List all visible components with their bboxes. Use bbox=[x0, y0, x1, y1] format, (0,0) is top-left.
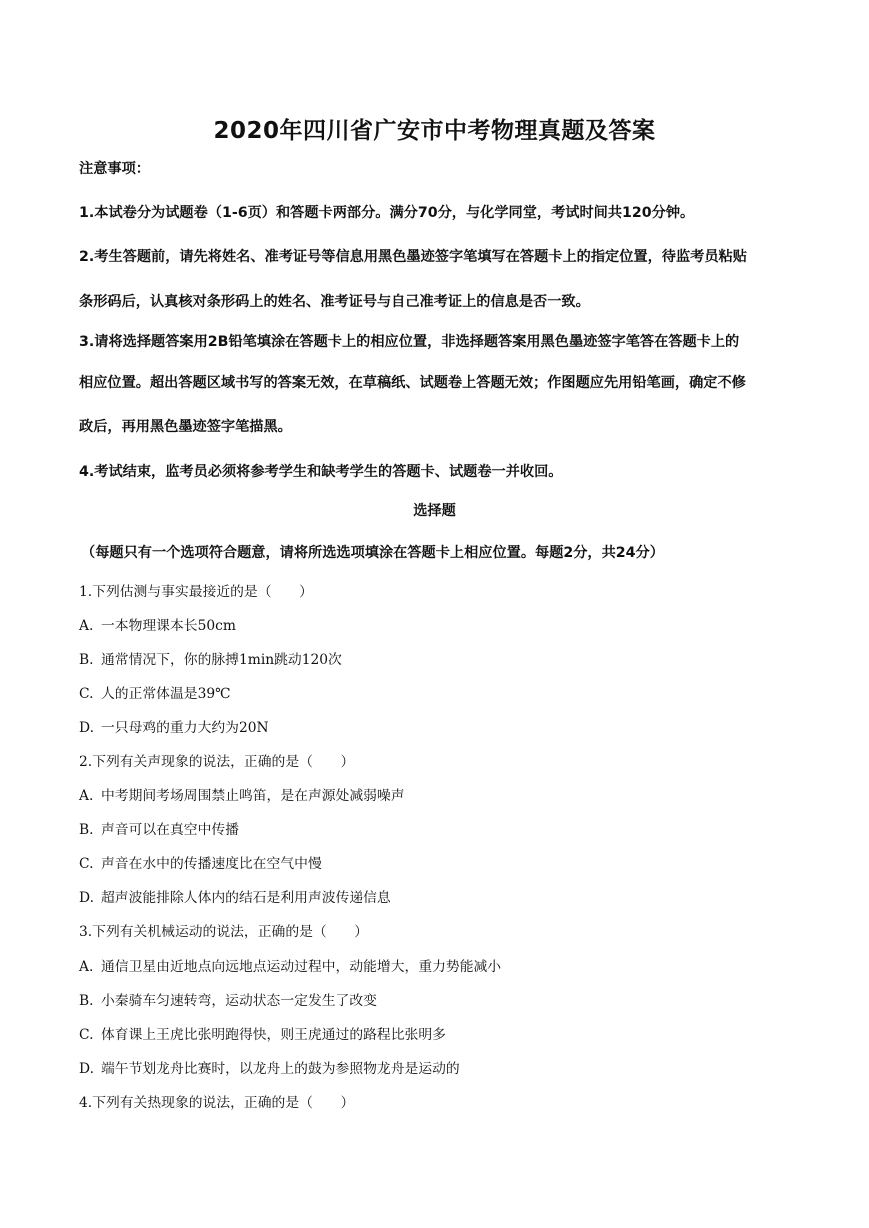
question-1-option-d bbox=[79, 716, 799, 736]
option-text: 声音可以在真空中传播 bbox=[101, 822, 239, 838]
question-3-option-b bbox=[79, 989, 799, 1009]
option-letter: C. bbox=[79, 856, 94, 872]
notice-line-5: 相应位置。超出答题区域书写的答案无效，在草稿纸、试题卷上答题无效；作图题应先用铅笔画，确定不修 bbox=[79, 375, 746, 391]
option-letter: D. bbox=[79, 1061, 94, 1077]
notice-line-4: 3.请将选择题答案用2B铅笔填涂在答题卡上的相应位置，非选择题答案用黑色墨迹签字笔答在答题卡上的 bbox=[79, 334, 740, 350]
notice-line-3: 条形码后，认真核对条形码上的姓名、准考证号与自己准考证上的信息是否一致。 bbox=[79, 294, 590, 310]
notice-line-2: 2.考生答题前，请先将姓名、准考证号等信息用黑色墨迹签字笔填写在答题卡上的指定位置，待监考员粘贴 bbox=[79, 249, 747, 265]
option-text: 人的正常体温是39℃ bbox=[101, 686, 231, 702]
question-1-option-c bbox=[79, 682, 799, 702]
option-text: 通信卫星由近地点向远地点运动过程中，动能增大，重力势能减小 bbox=[101, 959, 502, 975]
question-3-stem: 3.下列有关机械运动的说法，正确的是（ ） bbox=[79, 924, 369, 940]
question-1-option-b bbox=[79, 648, 799, 668]
option-text: 一只母鸡的重力大约为20N bbox=[101, 720, 269, 736]
notice-heading: 注意事项： bbox=[79, 161, 150, 177]
question-3-option-d bbox=[79, 1057, 799, 1077]
question-3-option-a bbox=[79, 955, 799, 975]
option-letter: C. bbox=[79, 686, 94, 702]
question-2-option-b bbox=[79, 818, 799, 838]
option-text: 端午节划龙舟比赛时，以龙舟上的鼓为参照物龙舟是运动的 bbox=[101, 1061, 460, 1077]
option-letter: B. bbox=[79, 652, 94, 668]
question-4-stem: 4.下列有关热现象的说法，正确的是（ ） bbox=[79, 1095, 355, 1111]
option-letter: B. bbox=[79, 993, 94, 1009]
section-title: 选择题 bbox=[413, 503, 456, 519]
option-letter: D. bbox=[79, 890, 94, 906]
question-2-option-a bbox=[79, 784, 799, 804]
option-text: 一本物理课本长50cm bbox=[101, 618, 236, 634]
question-2-stem: 2.下列有关声现象的说法，正确的是（ ） bbox=[79, 754, 355, 770]
option-text: 小秦骑车匀速转弯，运动状态一定发生了改变 bbox=[101, 993, 377, 1009]
option-text: 超声波能排除人体内的结石是利用声波传递信息 bbox=[101, 890, 391, 906]
page-title: 2020年四川省广安市中考物理真题及答案 bbox=[213, 118, 656, 144]
notice-line-6: 政后，再用黑色墨迹签字笔描黑。 bbox=[79, 419, 292, 435]
option-letter: C. bbox=[79, 1027, 94, 1043]
question-1-stem: 1.下列估测与事实最接近的是（ ） bbox=[79, 584, 313, 600]
option-letter: D. bbox=[79, 720, 94, 736]
option-letter: A. bbox=[79, 618, 94, 634]
option-letter: B. bbox=[79, 822, 94, 838]
option-letter: A. bbox=[79, 959, 94, 975]
question-3-option-c bbox=[79, 1023, 799, 1043]
option-letter: A. bbox=[79, 788, 94, 804]
question-2-option-d bbox=[79, 886, 799, 906]
notice-line-1: 1.本试卷分为试题卷（1-6页）和答题卡两部分。满分70分，与化学同堂，考试时间共120分钟。 bbox=[79, 205, 695, 221]
question-1-option-a bbox=[79, 614, 799, 634]
option-text: 通常情况下，你的脉搏1min跳动120次 bbox=[101, 652, 342, 668]
notice-line-7: 4.考试结束，监考员必须将参考学生和缺考学生的答题卡、试题卷一并收回。 bbox=[79, 464, 563, 480]
option-text: 中考期间考场周围禁止鸣笛，是在声源处减弱噪声 bbox=[101, 788, 405, 804]
option-text: 体育课上王虎比张明跑得快，则王虎通过的路程比张明多 bbox=[101, 1027, 446, 1043]
section-instruction: （每题只有一个选项符合题意，请将所选选项填涂在答题卡上相应位置。每题2分，共24分） bbox=[81, 545, 664, 561]
question-2-option-c bbox=[79, 852, 799, 872]
option-text: 声音在水中的传播速度比在空气中慢 bbox=[101, 856, 322, 872]
